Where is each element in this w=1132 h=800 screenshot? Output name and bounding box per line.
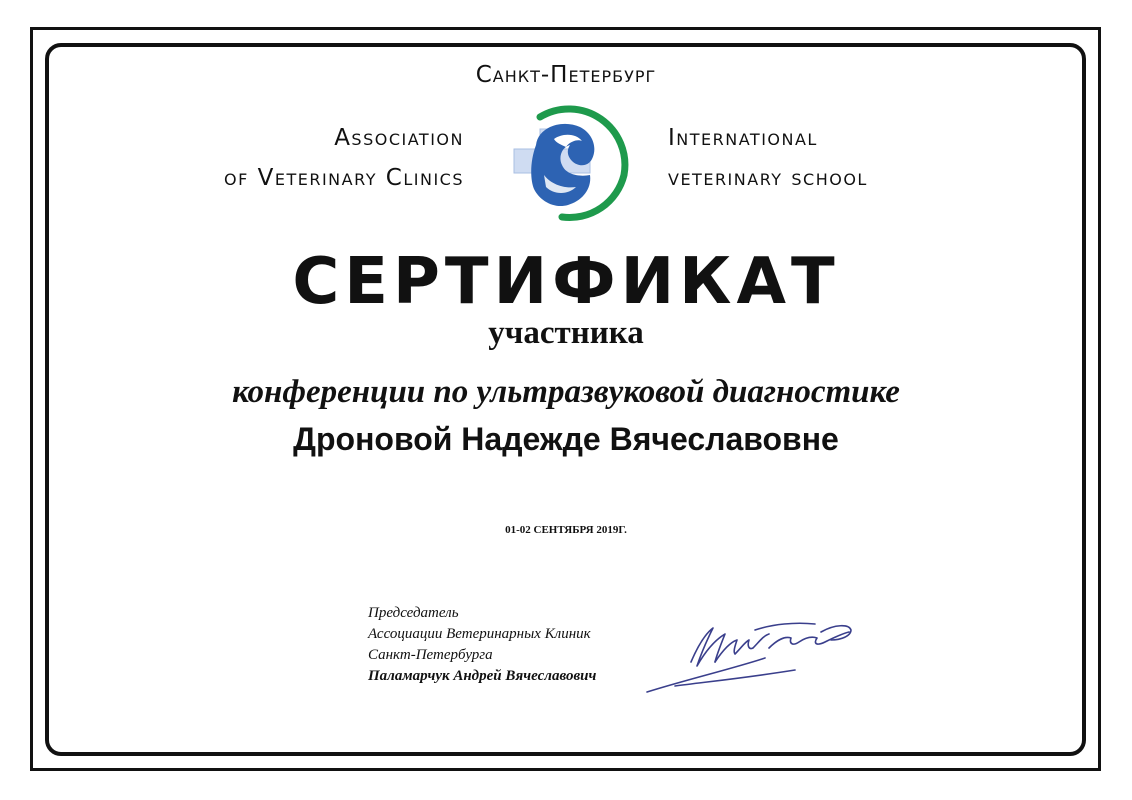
certificate-title: СЕРТИФИКАТ [292,245,840,319]
signer-title-line-1: Председатель [368,605,459,621]
signer-title-line-3: Санкт-Петербурга [368,647,493,663]
school-name [668,118,868,198]
event-date: 01-02 СЕНТЯБРЯ 2019Г. [505,524,627,536]
certificate-subtitle: участника [488,315,644,351]
veterinary-logo-icon [496,105,636,223]
handwritten-signature [645,610,860,700]
recipient-name: Дроновой Надежде Вячеславовне [293,421,839,457]
association-line-2: of Veterinary Clinics [224,165,464,191]
signer-block [368,603,596,687]
association-name [224,118,464,198]
event-description: конференции по ультразвуковой диагностике [232,374,900,410]
city-heading: Санкт-Петербург [475,62,657,88]
association-line-1: Association [334,125,464,151]
signer-title-line-2: Ассоциации Ветеринарных Клиник [368,626,591,642]
signer-name: Паламарчук Андрей Вячеславович [368,668,597,684]
school-line-2: veterinary school [668,165,868,191]
school-line-1: International [668,125,818,151]
